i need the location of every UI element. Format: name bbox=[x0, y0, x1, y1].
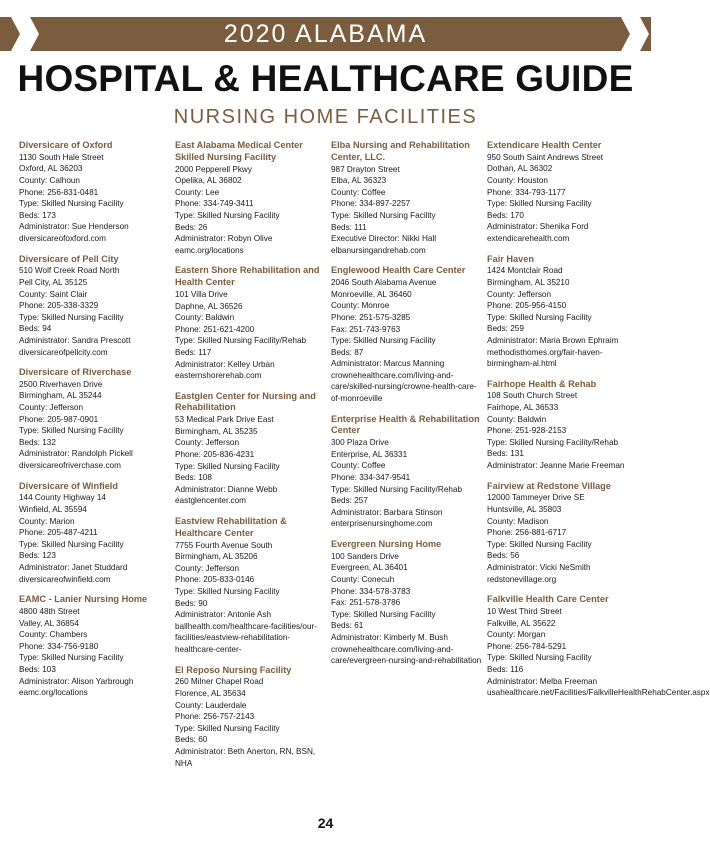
facility-name: Eastglen Center for Nursing and Rehabilitation bbox=[175, 390, 316, 413]
facility-name: Fairhope Health & Rehab bbox=[487, 378, 597, 389]
facility-detail: Monroeville, AL 36460 bbox=[331, 289, 412, 299]
facility-detail: methodisthomes.org/fair-haven-birmingham-al.html bbox=[487, 347, 603, 369]
facility-detail: Beds: 123 bbox=[19, 551, 56, 561]
facility-name: Fair Haven bbox=[487, 253, 534, 264]
facility-detail: Falkville, AL 35622 bbox=[487, 618, 556, 628]
facility-entry bbox=[175, 391, 327, 507]
facility-detail: Administrator: Kelley Urban bbox=[175, 359, 275, 369]
facility-detail: redstonevillage.org bbox=[487, 574, 557, 584]
facility-detail: Type: Skilled Nursing Facility/Rehab bbox=[331, 484, 463, 494]
facility-name: Diversicare of Riverchase bbox=[19, 367, 132, 378]
facility-detail: Phone: 334-793-1177 bbox=[487, 187, 566, 197]
facility-detail: Beds: 56 bbox=[487, 551, 520, 561]
facility-detail: extendicarehealth.com bbox=[487, 233, 570, 243]
facility-detail: County: Chambers bbox=[19, 630, 88, 640]
facility-detail: Phone: 334-347-9541 bbox=[331, 473, 411, 483]
facility-detail: Phone: 251-575-3285 bbox=[331, 312, 411, 322]
facility-detail: Type: Skilled Nursing Facility bbox=[487, 653, 592, 663]
facility-detail: eamc.org/locations bbox=[175, 245, 244, 255]
facility-detail: Administrator: Vicki NeSmith bbox=[487, 563, 591, 572]
facility-name: Diversicare of Oxford bbox=[19, 140, 113, 150]
facility-detail: Type: Skilled Nursing Facility bbox=[19, 653, 124, 663]
facility-name: Diversicare of Pell City bbox=[19, 253, 119, 264]
facility-detail: County: Monroe bbox=[331, 301, 390, 311]
facility-detail: 260 Milner Chapel Road bbox=[175, 677, 264, 687]
facility-entry bbox=[175, 265, 327, 381]
facility-detail: Phone: 205-956-4150 bbox=[487, 301, 567, 311]
facility-detail: Phone: 205-836-4231 bbox=[175, 450, 255, 460]
facility-detail: Daphne, AL 36526 bbox=[175, 301, 243, 311]
facility-detail: Beds: 111 bbox=[331, 222, 367, 232]
facility-name: Evergreen Nursing Home bbox=[331, 539, 442, 550]
facility-detail: Administrator: Sandra Prescott bbox=[19, 335, 131, 345]
facility-entry bbox=[331, 414, 483, 530]
facility-detail: Phone: 205-987-0901 bbox=[19, 414, 99, 424]
facility-name: Eastview Rehabilitation & Healthcare Center bbox=[175, 516, 287, 538]
facility-detail: County: Madison bbox=[487, 516, 549, 526]
facility-detail: Beds: 60 bbox=[175, 735, 208, 745]
facility-detail: Type: Skilled Nursing Facility bbox=[331, 609, 436, 619]
page-title: HOSPITAL & HEALTHCARE GUIDE bbox=[17, 58, 634, 99]
facility-detail: Administrator: Barbara Stinson bbox=[331, 507, 443, 517]
facility-detail: 53 Medical Park Drive East bbox=[175, 415, 274, 425]
facility-detail: 12000 Tammeyer Drive SE bbox=[487, 493, 585, 503]
facility-detail: Phone: 334-897-2257 bbox=[331, 199, 411, 209]
facility-detail: Type: Skilled Nursing Facility bbox=[487, 312, 592, 322]
facility-detail: Phone: 334-749-3411 bbox=[175, 199, 254, 209]
facility-detail: Beds: 108 bbox=[175, 473, 212, 483]
facility-detail: Administrator: Shenika Ford bbox=[487, 222, 589, 232]
facility-name: Eastern Shore Rehabilitation and Health Center bbox=[175, 265, 320, 288]
facility-detail: Phone: 256-881-6717 bbox=[487, 528, 567, 538]
facility-detail: County: Jefferson bbox=[487, 289, 552, 299]
facility-detail: County: Houston bbox=[487, 175, 548, 185]
facility-detail: Winfield, AL 35594 bbox=[19, 505, 87, 515]
facility-detail: County: Baldwin bbox=[487, 414, 547, 424]
facility-detail: Type: Skilled Nursing Facility bbox=[487, 539, 592, 549]
facility-detail: Executive Director: Nikki Hall bbox=[331, 234, 437, 244]
facility-detail: 510 Wolf Creek Road North bbox=[19, 266, 120, 276]
facility-entry bbox=[175, 516, 327, 656]
facility-entry bbox=[331, 539, 483, 667]
facility-entry bbox=[19, 140, 171, 245]
facility-detail: County: Conecuh bbox=[331, 575, 395, 584]
facility-detail: 950 South Saint Andrews Street bbox=[487, 152, 604, 162]
facility-detail: 2046 South Alabama Avenue bbox=[331, 278, 437, 288]
facility-detail: Administrator: Marcus Manning bbox=[331, 359, 445, 369]
facility-entry bbox=[19, 367, 171, 472]
facility-detail: County: Calhoun bbox=[19, 175, 80, 185]
facility-detail: County: Coffee bbox=[331, 461, 386, 471]
facility-entry bbox=[487, 594, 710, 699]
facility-detail: County: Baldwin bbox=[175, 313, 235, 323]
facility-detail: Huntsville, AL 35803 bbox=[487, 505, 562, 515]
facility-detail: 7755 Fourth Avenue South bbox=[175, 540, 273, 550]
facility-detail: Fax: 251-743-9763 bbox=[331, 324, 401, 334]
facility-detail: Phone: 334-756-9180 bbox=[19, 641, 99, 651]
facility-detail: Fairhope, AL 36533 bbox=[487, 403, 559, 413]
facility-detail: Type: Skilled Nursing Facility/Rehab bbox=[175, 336, 307, 346]
facility-detail: Beds: 61 bbox=[331, 621, 364, 631]
facility-entry bbox=[331, 140, 483, 256]
facility-detail: Type: Skilled Nursing Facility bbox=[175, 461, 280, 471]
facility-detail: diversicareofwinfield.com bbox=[19, 574, 111, 584]
column-3 bbox=[331, 140, 483, 676]
facility-detail: County: Lauderdale bbox=[175, 700, 247, 710]
facility-detail: Phone: 256-831-0481 bbox=[19, 187, 99, 197]
facility-detail: Administrator: Randolph Pickell bbox=[19, 449, 133, 459]
facility-detail: Beds: 173 bbox=[19, 210, 56, 220]
facility-detail: Florence, AL 35634 bbox=[175, 688, 246, 698]
facility-detail: Type: Skilled Nursing Facility bbox=[487, 199, 592, 209]
column-4 bbox=[487, 140, 710, 708]
facility-detail: Beds: 87 bbox=[331, 347, 364, 357]
facility-detail: Phone: 251-621-4200 bbox=[175, 324, 255, 334]
facility-entry bbox=[487, 254, 639, 370]
facility-detail: diversicareofpellcity.com bbox=[19, 347, 108, 357]
facility-detail: Beds: 90 bbox=[175, 598, 208, 608]
facility-entry bbox=[19, 481, 171, 586]
facility-detail: Birmingham, AL 35210 bbox=[487, 277, 570, 287]
facility-detail: Administrator: Jeanne Marie Freeman bbox=[487, 461, 625, 471]
facility-name: Falkville Health Care Center bbox=[487, 594, 609, 605]
facility-detail: County: Marion bbox=[19, 516, 75, 526]
facility-detail: Beds: 117 bbox=[175, 347, 212, 357]
facility-detail: Phone: 256-757-2143 bbox=[175, 712, 255, 722]
facility-detail: Phone: 251-928-2153 bbox=[487, 426, 567, 436]
facility-detail: diversicareofriverchase.com bbox=[19, 461, 121, 471]
facility-detail: Beds: 131 bbox=[487, 449, 524, 459]
facility-name: Elba Nursing and Rehabilitation Center, LLC. bbox=[331, 140, 470, 162]
facility-detail: Phone: 205-833-0146 bbox=[175, 575, 255, 585]
facility-detail: crownehealthcare.com/living-and-care/evergreen-nursing-and-rehabilitation bbox=[331, 644, 482, 666]
facility-detail: 100 Sanders Drive bbox=[331, 551, 399, 561]
facility-detail: County: Saint Clair bbox=[19, 289, 88, 299]
banner-title: 2020 ALABAMA bbox=[223, 20, 428, 48]
section-subtitle: NURSING HOME FACILITIES bbox=[173, 106, 478, 128]
facility-detail: Birmingham, AL 35206 bbox=[175, 552, 258, 562]
facility-detail: elbanursingandrehab.com bbox=[331, 245, 426, 255]
facility-detail: Administrator: Alison Yarbrough bbox=[19, 676, 134, 686]
facility-name: EAMC - Lanier Nursing Home bbox=[19, 594, 148, 605]
facility-detail: County: Jefferson bbox=[175, 438, 240, 448]
facility-detail: Elba, AL 36323 bbox=[331, 176, 387, 186]
facility-detail: Evergreen, AL 36401 bbox=[331, 563, 408, 573]
facility-detail: Phone: 256-784-5291 bbox=[487, 641, 567, 651]
facility-detail: enterprisenursinghome.com bbox=[331, 519, 433, 529]
facility-detail: Beds: 170 bbox=[487, 210, 524, 220]
facility-detail: Administrator: Melba Freeman bbox=[487, 676, 598, 686]
page-number: 24 bbox=[317, 815, 334, 831]
facility-detail: 4800 48th Street bbox=[19, 606, 80, 616]
facility-detail: Phone: 205-487-4211 bbox=[19, 528, 98, 538]
facility-detail: 300 Plaza Drive bbox=[331, 438, 389, 448]
facility-detail: Opelika, AL 36802 bbox=[175, 176, 242, 186]
facility-detail: diversicareofoxford.com bbox=[19, 233, 106, 243]
facility-detail: Type: Skilled Nursing Facility bbox=[19, 539, 124, 549]
facility-detail: eamc.org/locations bbox=[19, 688, 88, 698]
facility-detail: usahealthcare.net/Facilities/FalkvilleHealthRehabCenter.aspx bbox=[487, 688, 710, 698]
facility-detail: 144 County Highway 14 bbox=[19, 493, 106, 503]
facility-detail: 10 West Third Street bbox=[487, 606, 562, 616]
facility-detail: 987 Drayton Street bbox=[331, 164, 400, 174]
facility-detail: Type: Skilled Nursing Facility bbox=[19, 312, 124, 322]
facility-detail: Birmingham, AL 35244 bbox=[19, 391, 102, 401]
column-1 bbox=[19, 140, 171, 708]
facility-detail: Beds: 259 bbox=[487, 324, 524, 334]
facility-detail: Administrator: Robyn Olive bbox=[175, 234, 273, 244]
facility-detail: Administrator: Kimberly M. Bush bbox=[331, 632, 448, 642]
facility-detail: Oxford, AL 36203 bbox=[19, 164, 83, 174]
facility-detail: easternshorerehab.com bbox=[175, 371, 262, 381]
facility-entry bbox=[331, 265, 483, 404]
facility-detail: Type: Skilled Nursing Facility bbox=[331, 210, 436, 220]
column-2 bbox=[175, 140, 327, 778]
facility-detail: County: Jefferson bbox=[19, 403, 84, 413]
facility-entry bbox=[487, 140, 639, 245]
header-banner bbox=[0, 17, 651, 51]
facility-detail: Beds: 103 bbox=[19, 664, 56, 674]
facility-name: Extendicare Health Center bbox=[487, 140, 602, 150]
facility-detail: Beds: 26 bbox=[175, 222, 208, 232]
facility-name: Enterprise Health & Rehabilitation Center bbox=[331, 413, 480, 436]
facility-name: Fairview at Redstone Village bbox=[487, 480, 611, 491]
facility-detail: County: Lee bbox=[175, 187, 220, 197]
facility-detail: County: Morgan bbox=[487, 630, 546, 640]
facility-entry bbox=[19, 594, 171, 699]
facility-detail: Type: Skilled Nursing Facility bbox=[331, 336, 436, 346]
facility-detail: Administrator: Janet Studdard bbox=[19, 563, 128, 572]
facility-detail: Administrator: Dianne Webb bbox=[175, 484, 278, 494]
facility-detail: Phone: 334-578-3783 bbox=[331, 586, 411, 596]
facility-detail: Fax: 251-578-3786 bbox=[331, 598, 401, 608]
facility-detail: crownehealthcare.com/living-and-care/skilled-nursing/crowne-health-care-of-monroeville bbox=[331, 370, 477, 404]
facility-detail: 2000 Pepperell Pkwy bbox=[175, 164, 252, 174]
facility-detail: Dothan, AL 36302 bbox=[487, 164, 553, 174]
facility-entry bbox=[487, 481, 639, 586]
facility-detail: eastglencenter.com bbox=[175, 496, 247, 506]
facility-detail: Type: Skilled Nursing Facility bbox=[19, 426, 124, 436]
facility-detail: Beds: 94 bbox=[19, 324, 52, 334]
facility-name: Englewood Health Care Center bbox=[331, 265, 466, 276]
facility-name: Diversicare of Winfield bbox=[19, 480, 118, 491]
facility-detail: Type: Skilled Nursing Facility/Rehab bbox=[487, 437, 619, 447]
facility-name: East Alabama Medical Center Skilled Nursing Facility bbox=[175, 140, 303, 162]
facility-entry bbox=[175, 665, 327, 770]
facility-detail: 1424 Montclair Road bbox=[487, 266, 563, 276]
facility-detail: 101 Villa Drive bbox=[175, 289, 228, 299]
facility-detail: Beds: 257 bbox=[331, 496, 368, 506]
facility-detail: 1130 South Hale Street bbox=[19, 152, 104, 162]
facility-detail: Type: Skilled Nursing Facility bbox=[19, 199, 124, 209]
facility-detail: Beds: 132 bbox=[19, 437, 56, 447]
facility-detail: County: Jefferson bbox=[175, 563, 240, 573]
facility-detail: Administrator: Sue Henderson bbox=[19, 222, 129, 232]
facility-detail: Valley, AL 36854 bbox=[19, 618, 79, 628]
facility-entry bbox=[19, 254, 171, 359]
facility-entry bbox=[175, 140, 327, 256]
facility-detail: Pell City, AL 35125 bbox=[19, 277, 88, 287]
facility-detail: Administrator: Beth Anerton, RN, BSN, NHA bbox=[175, 746, 316, 768]
facility-detail: 2500 Riverhaven Drive bbox=[19, 379, 103, 389]
facility-detail: ballhealth.com/healthcare-facilities/our-facilities/eastview-rehabilitation-healthcare-center- bbox=[175, 621, 317, 654]
facility-detail: Enterprise, AL 36331 bbox=[331, 449, 408, 459]
facility-detail: 108 South Church Street bbox=[487, 391, 578, 401]
facility-name: El Reposo Nursing Facility bbox=[175, 664, 292, 675]
facility-entry bbox=[487, 379, 639, 472]
facility-detail: Type: Skilled Nursing Facility bbox=[175, 723, 280, 733]
facility-detail: Birmingham, AL 35235 bbox=[175, 426, 258, 436]
facility-detail: Beds: 116 bbox=[487, 664, 524, 674]
facility-detail: County: Coffee bbox=[331, 187, 386, 197]
facility-detail: Type: Skilled Nursing Facility bbox=[175, 210, 280, 220]
facility-detail: Phone: 205-338-3329 bbox=[19, 301, 99, 311]
facility-detail: Type: Skilled Nursing Facility bbox=[175, 587, 280, 596]
facility-detail: Administrator: Antonie Ash bbox=[175, 610, 272, 620]
facility-detail: Administrator: Maria Brown Ephraim bbox=[487, 335, 619, 345]
